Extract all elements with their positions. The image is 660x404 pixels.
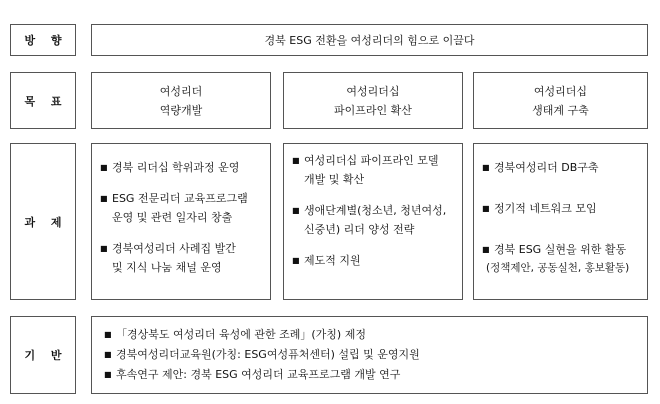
task-3-item-1-line1: 경북여성리더 DB구축: [494, 161, 599, 174]
goal-3-line1: 여성리더십: [533, 84, 588, 98]
bullet-icon: ■: [292, 156, 300, 165]
task-1-item-3-line2: 및 지식 나눔 채널 운영: [112, 261, 222, 274]
task-3-item-3: [482, 240, 639, 278]
foundation-item-2: [104, 345, 637, 365]
task-1-item-1-line1: 경북 리더십 학위과정 운영: [112, 161, 240, 174]
goal-box-3: [473, 72, 648, 129]
bullet-icon: ■: [100, 163, 108, 172]
task-2-item-2-line1: 생애단계별(청소년, 청년여성,: [304, 204, 447, 217]
task-1-item-2-line1: ESG 전문리더 교육프로그램: [112, 192, 248, 205]
bullet-icon: ■: [104, 350, 112, 359]
task-3-item-3-line1: 경북 ESG 실현을 위한 활동: [494, 243, 627, 256]
task-3-item-2-line1: 정기적 네트워크 모임: [494, 202, 597, 215]
foundation-box: [91, 316, 648, 394]
task-box-1: [91, 143, 271, 300]
task-1-item-2-line2: 운영 및 관련 일자리 창출: [112, 211, 233, 224]
bullet-icon: ■: [292, 206, 300, 215]
bullet-icon: ■: [482, 204, 490, 213]
task-3-item-3-line2: (정책제안, 공동실천, 홍보활동): [486, 262, 630, 274]
foundation-item-2-text: 경북여성리더교육원(가칭: ESG여성퓨처센터) 설립 및 운영지원: [116, 348, 420, 361]
task-2-item-2: [292, 201, 454, 239]
foundation-item-3: [104, 365, 637, 385]
bullet-icon: ■: [482, 245, 490, 254]
bullet-icon: ■: [104, 370, 112, 379]
goal-2-line2: 파이프라인 확산: [334, 103, 412, 117]
bullet-icon: ■: [100, 244, 108, 253]
goal-box-2: [283, 72, 463, 129]
task-box-3: [473, 143, 648, 300]
task-1-item-2: [100, 189, 262, 227]
direction-box: [91, 24, 648, 56]
task-2-item-3-line1: 제도적 지원: [304, 254, 361, 267]
goal-1-line2: 역량개발: [159, 103, 203, 117]
task-2-item-2-line2: 신중년) 리더 양성 전략: [304, 223, 415, 236]
label-foundation: 기 반: [10, 316, 76, 394]
label-direction: 방 향: [10, 24, 76, 56]
task-1-item-3: [100, 239, 262, 277]
goal-1-line1: 여성리더: [159, 84, 203, 98]
bullet-icon: ■: [292, 256, 300, 265]
foundation-item-3-text: 후속연구 제안: 경북 ESG 여성리더 교육프로그램 개발 연구: [116, 368, 401, 381]
task-box-2: [283, 143, 463, 300]
direction-text: 경북 ESG 전환을 여성리더의 힘으로 이끌다: [264, 34, 475, 47]
task-2-item-1: [292, 151, 454, 189]
task-2-item-1-line2: 개발 및 확산: [304, 173, 365, 186]
foundation-item-1-text: 「경상북도 여성리더 육성에 관한 조례」(가칭) 제정: [116, 328, 366, 341]
goal-2-line1: 여성리더십: [346, 84, 400, 98]
bullet-icon: ■: [482, 163, 490, 172]
task-2-item-3: [292, 251, 454, 270]
bullet-icon: ■: [100, 194, 108, 203]
label-goal: 목 표: [10, 72, 76, 129]
label-task: 과 제: [10, 143, 76, 300]
task-3-item-2: [482, 199, 639, 218]
foundation-item-1: [104, 325, 637, 345]
bullet-icon: ■: [104, 330, 112, 339]
task-2-item-1-line1: 여성리더십 파이프라인 모델: [304, 154, 439, 167]
task-1-item-3-line1: 경북여성리더 사례집 발간: [112, 242, 236, 255]
goal-box-1: [91, 72, 271, 129]
goal-3-line2: 생태계 구축: [532, 103, 589, 117]
task-3-item-1: [482, 158, 639, 177]
task-1-item-1: [100, 158, 262, 177]
